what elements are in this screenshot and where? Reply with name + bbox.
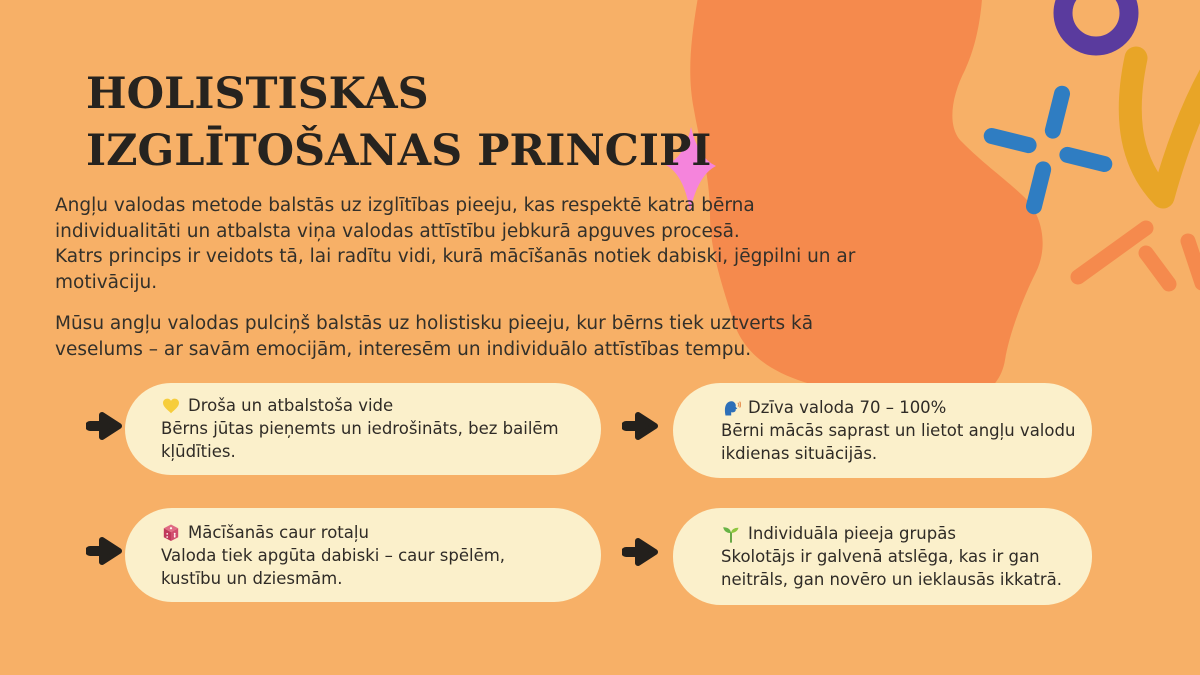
- card-desc-line: neitrāls, gan novēro un ieklausās ikkatrā.: [721, 570, 1063, 589]
- card-title: Droša un atbalstoša vide: [188, 396, 394, 415]
- card-title: Individuāla pieeja grupās: [748, 524, 956, 543]
- orange-rays: [1078, 228, 1200, 284]
- card-desc-line: Bērni mācās saprast un lietot angļu valodu: [721, 421, 1076, 440]
- principle-card-learning-through-play: [125, 508, 601, 602]
- intro-line: Angļu valodas metode balstās uz izglītības pieeju, kas respektē katra bērna: [55, 195, 755, 216]
- arrow-icon: [622, 537, 660, 567]
- card-title: Mācīšanās caur rotaļu: [188, 523, 369, 542]
- arrow-icon: [86, 411, 124, 441]
- arrow-icon: [622, 411, 660, 441]
- paragraph-line: Mūsu angļu valodas pulciņš balstās uz holistisku pieeju, kur bērns tiek uztverts kā: [55, 313, 814, 334]
- page-title: [86, 66, 711, 180]
- seedling-icon: [721, 524, 741, 544]
- card-desc-line: Skolotājs ir galvenā atslēga, kas ir gan: [721, 547, 1040, 566]
- paragraph-line: veselums – ar savām emocijām, interesēm un individuālo attīstības tempu.: [55, 338, 752, 360]
- principle-card-living-language: [673, 383, 1092, 478]
- card-desc-line: kustību un dziesmām.: [161, 569, 343, 588]
- arrow-icon: [86, 536, 124, 566]
- purple-ring: [1063, 0, 1129, 46]
- intro-line: motivāciju.: [55, 271, 158, 293]
- card-title: Dzīva valoda 70 – 100%: [748, 398, 947, 417]
- intro-line: individualitāti un atbalsta viņa valodas attīstību jebkurā apguves procesā.: [55, 220, 740, 242]
- amber-zigzag-icon: [1130, 58, 1200, 197]
- principle-card-safe-environment: [125, 383, 601, 475]
- game-die-icon: [161, 523, 181, 543]
- card-desc-line: Bērns jūtas pieņemts un iedrošināts, bez bailēm: [161, 419, 559, 438]
- card-desc-line: Valoda tiek apgūta dabiski – caur spēlēm,: [161, 546, 506, 565]
- title-line-2: IZGLĪTOŠANAS PRINCIPI: [86, 126, 712, 176]
- holistic-paragraph: [55, 311, 813, 362]
- card-desc-line: kļūdīties.: [161, 442, 236, 461]
- intro-line: Katrs princips ir veidots tā, lai radītu vidi, kurā mācīšanās notiek dabiski, jēgpilni un ar: [55, 246, 856, 267]
- yellow-heart-icon: [161, 396, 181, 416]
- card-desc-line: ikdienas situācijās.: [721, 444, 878, 463]
- principle-card-individual-approach: [673, 508, 1092, 605]
- intro-paragraph: [55, 193, 855, 295]
- speaking-head-icon: [721, 398, 741, 418]
- title-line-1: HOLISTISKAS: [86, 69, 429, 119]
